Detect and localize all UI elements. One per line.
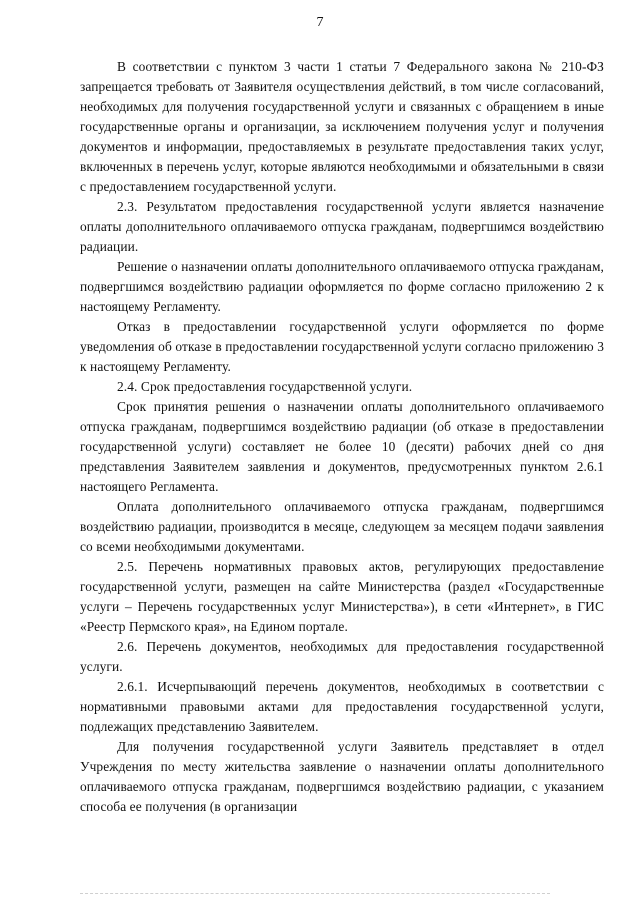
paragraph-decision-term: Срок принятия решения о назначении оплаты дополнительного оплачиваемого отпуска гражданам, подвергшимся воздействию радиации (об отказе в предоставлении государственной услуги) составляет не более 10 (десяти) рабочих дней со дня представления Заявителем заявления и документов, предусмотренных пунктом 2.6.1 настоящего Регламента. [80, 399, 604, 494]
paragraph-2-4-term-heading: 2.4. Срок предоставления государственной услуги. [117, 379, 413, 394]
paragraph-2-6-1-documents-list: 2.6.1. Исчерпывающий перечень документов, необходимых в соответствии с нормативными правовыми актами для предоставления государственной услуги, подлежащих представлению Заявителем. [80, 679, 604, 734]
paragraph-2-3-result: 2.3. Результатом предоставления государственной услуги является назначение оплаты дополнительного оплачиваемого отпуска гражданам, подвергшимся воздействию радиации. [80, 199, 604, 254]
paragraph-2-5-legal-acts: 2.5. Перечень нормативных правовых актов, регулирующих предоставление государственной услуги, размещен на сайте Министерства (раздел «Государственные услуги – Перечень государственных услуг Министерства»), в сети «Интернет», в ГИС «Реестр Пермского края», на Едином портале. [80, 559, 604, 634]
paragraph-payment-month: Оплата дополнительного оплачиваемого отпуска гражданам, подвергшимся воздействию радиации, производится в месяце, следующем за месяцем подачи заявления со всеми необходимыми документами. [80, 499, 604, 554]
paragraph-decision-form: Решение о назначении оплаты дополнительного оплачиваемого отпуска гражданам, подвергшимся воздействию радиации оформляется по форме согласно приложению 2 к настоящему Регламенту. [80, 259, 604, 314]
paragraph-refusal-form: Отказ в предоставлении государственной услуги оформляется по форме уведомления об отказе в предоставлении государственной услуги согласно приложению 3 к настоящему Регламенту. [80, 319, 604, 374]
page-number: 7 [316, 15, 324, 30]
paragraph-application-submission: Для получения государственной услуги Заявитель представляет в отдел Учреждения по месту жительства заявление о назначении оплаты дополнительного оплачиваемого отпуска гражданам, подвергшимся воздействию радиации, с указанием способа ее получения (в организации [80, 739, 604, 814]
paragraph-prohibition: В соответствии с пунктом 3 части 1 статьи 7 Федерального закона № 210-ФЗ запрещается требовать от Заявителя осуществления действий, в том числе согласований, необходимых для получения государственной услуги и связанных с обращением в иные государственные органы и организации, за исключением получения услуг и получения документов и информации, предоставляемых в результате предоставления таких услуг, включенных в перечень услуг, которые являются необходимыми и обязательными в связи с предоставлением государственной услуги. [80, 59, 604, 194]
document-body [80, 57, 604, 817]
bottom-scan-line [80, 893, 550, 894]
paragraph-2-6-documents-heading: 2.6. Перечень документов, необходимых для предоставления государственной услуги. [80, 639, 604, 674]
